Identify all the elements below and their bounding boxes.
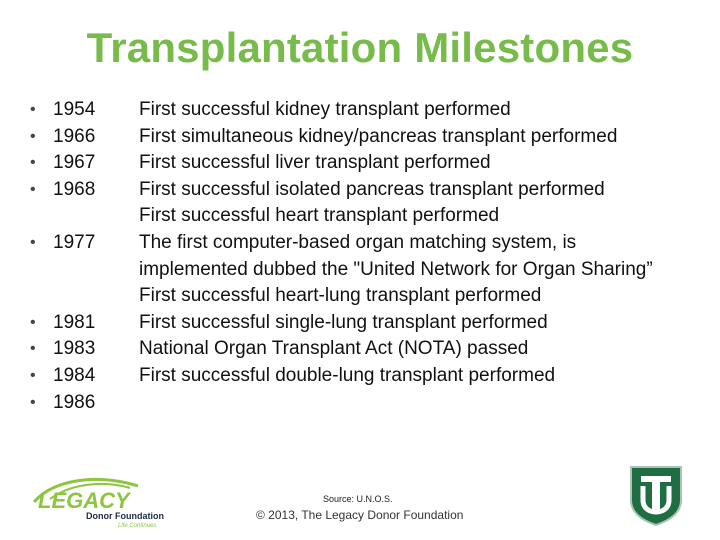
- year-item: • 1983: [28, 336, 138, 363]
- year-item: • 1986: [28, 390, 138, 417]
- event-item: First successful double-lung transplant performed: [139, 364, 556, 386]
- source-note: Source: U.N.O.S.: [323, 494, 393, 504]
- event-item: First successful kidney transplant performed: [139, 99, 511, 120]
- year-item: • 1966: [28, 124, 138, 151]
- event-item: The first computer-based organ matching system, is implemented dubbed the "United Network for Organ Sharing”: [139, 231, 653, 280]
- year-item: • 1981: [28, 310, 138, 337]
- year-item: • 1954: [28, 97, 138, 124]
- year-item: • 1967: [28, 150, 138, 177]
- copyright-text: © 2013, The Legacy Donor Foundation: [256, 508, 464, 522]
- event-item: First successful heart transplant performed: [139, 205, 500, 227]
- event-item: First successful heart-lung transplant performed: [139, 285, 542, 307]
- svg-text:LEGACY: LEGACY: [38, 488, 130, 513]
- svg-text:Donor Foundation: Donor Foundation: [86, 511, 164, 521]
- milestone-years-list: [28, 97, 138, 416]
- event-item: First simultaneous kidney/pancreas transplant performed: [139, 125, 618, 147]
- year-item: • 1984: [28, 363, 138, 390]
- event-item: First successful single-lung transplant performed: [139, 311, 548, 333]
- year-item: • 1977: [28, 230, 138, 257]
- milestone-events-list: [139, 97, 709, 390]
- event-item: First successful isolated pancreas transplant performed: [139, 178, 605, 200]
- svg-text:Life Continues: Life Continues: [118, 523, 157, 528]
- year-item: • 1968: [28, 177, 138, 204]
- event-item: National Organ Transplant Act (NOTA) passed: [139, 338, 529, 360]
- tulane-shield-logo: [628, 464, 684, 526]
- event-item: First successful liver transplant performed: [139, 152, 491, 174]
- legacy-donor-foundation-logo: [30, 472, 175, 528]
- slide-title: Transplantation Milestones: [86, 24, 634, 71]
